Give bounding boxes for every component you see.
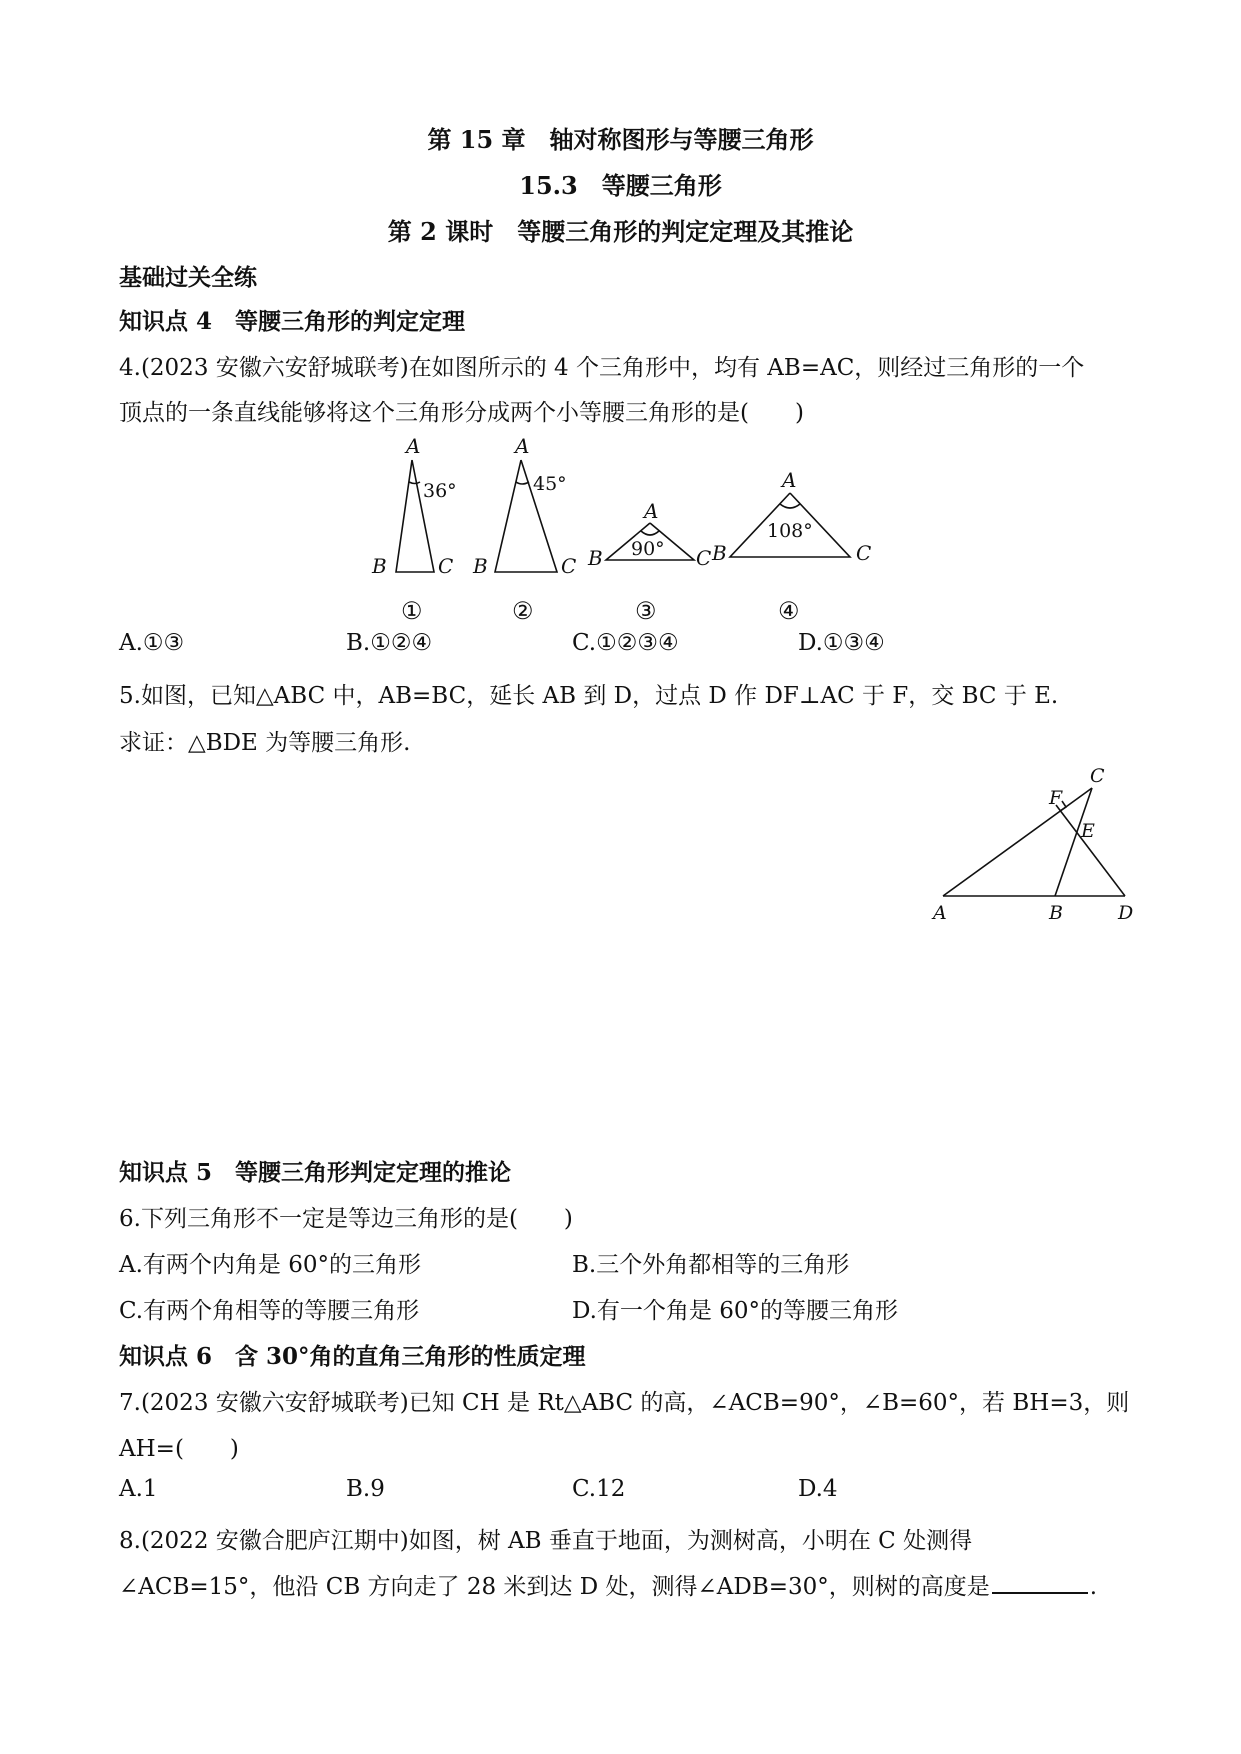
fig2-number: ②	[512, 597, 534, 625]
fig3-number: ③	[635, 597, 657, 625]
fig5-label-c: C	[1090, 765, 1105, 787]
fig1-triangle	[396, 460, 434, 572]
question-4-line1: 4.(2023 安徽六安舒城联考)在如图所示的 4 个三角形中，均有 AB=AC，则经过三角形的一个	[119, 355, 1085, 381]
q5-figure	[920, 760, 1140, 930]
chapter-title: 第 15 章 轴对称图形与等腰三角形	[427, 125, 814, 154]
question-5-line2: 求证：△BDE 为等腰三角形.	[119, 730, 411, 756]
question-7-line2: AH=( )	[119, 1436, 239, 1462]
q4-figures	[0, 430, 1241, 630]
fig4-angle-label: 108°	[767, 520, 813, 542]
fig2-label-a: A	[515, 434, 530, 458]
question-7-line1: 7.(2023 安徽六安舒城联考)已知 CH 是 Rt△ABC 的高，∠ACB=90°，∠B=60°，若 BH=3，则	[119, 1390, 1130, 1416]
fig2-angle-label: 45°	[533, 473, 567, 495]
fig3-label-b: B	[588, 546, 603, 570]
fig5-line-ac	[943, 788, 1092, 896]
question-8-line2	[119, 1568, 1097, 1601]
fig1-label-b: B	[372, 554, 387, 578]
kp6-heading: 知识点 6 含 30°角的直角三角形的性质定理	[119, 1343, 586, 1370]
q4-option-a: A.①③	[119, 630, 185, 656]
q4-option-b: B.①②④	[346, 630, 433, 656]
q7-option-a: A.1	[119, 1476, 158, 1502]
fig1-angle-label: 36°	[423, 480, 457, 502]
fig5-line-df	[1056, 805, 1125, 896]
q6-option-c: C.有两个角相等的等腰三角形	[119, 1298, 420, 1324]
lesson-title: 第 2 课时 等腰三角形的判定定理及其推论	[387, 217, 854, 246]
question-8-text: ∠ACB=15°，他沿 CB 方向走了 28 米到达 D 处，测得∠ADB=30°，则树的高度是	[119, 1574, 990, 1600]
fig3-angle-label: 90°	[631, 538, 665, 560]
fig4-label-a: A	[782, 468, 797, 492]
q7-option-b: B.9	[346, 1476, 385, 1502]
q6-option-a: A.有两个内角是 60°的三角形	[119, 1252, 421, 1278]
q6-option-b: B.三个外角都相等的三角形	[572, 1252, 850, 1278]
fig1-label-c: C	[438, 554, 454, 578]
fig3-label-c: C	[696, 546, 712, 570]
fig2-label-c: C	[561, 554, 577, 578]
question-5-line1: 5.如图，已知△ABC 中，AB=BC，延长 AB 到 D，过点 D 作 DF⊥AC 于 F，交 BC 于 E.	[119, 683, 1059, 709]
q4-option-d: D.①③④	[798, 630, 885, 656]
answer-blank[interactable]	[992, 1591, 1088, 1594]
question-8-period: .	[1089, 1574, 1098, 1600]
section-title: 15.3 等腰三角形	[519, 171, 722, 200]
question-4-line2: 顶点的一条直线能够将这个三角形分成两个小等腰三角形的是( )	[119, 400, 804, 426]
fig3-label-a: A	[644, 499, 659, 523]
fig1-number: ①	[401, 597, 423, 625]
fig5-label-b: B	[1049, 902, 1063, 924]
kp4-heading: 知识点 4 等腰三角形的判定定理	[119, 308, 466, 335]
fig1-angle-arc	[409, 482, 420, 484]
fig4-number: ④	[778, 597, 800, 625]
fig2-label-b: B	[473, 554, 488, 578]
fig4-label-c: C	[856, 541, 872, 565]
fig5-label-d: D	[1118, 902, 1134, 924]
q4-option-c: C.①②③④	[572, 630, 679, 656]
question-6: 6.下列三角形不一定是等边三角形的是( )	[119, 1206, 573, 1232]
kp5-heading: 知识点 5 等腰三角形判定定理的推论	[119, 1159, 512, 1186]
fig1-label-a: A	[406, 434, 421, 458]
q6-option-d: D.有一个角是 60°的等腰三角形	[572, 1298, 899, 1324]
fig5-label-a: A	[933, 902, 947, 924]
question-8-line1: 8.(2022 安徽合肥庐江期中)如图，树 AB 垂直于地面，为测树高，小明在 C 处测得	[119, 1528, 973, 1554]
practice-title: 基础过关全练	[119, 264, 257, 291]
fig4-label-b: B	[712, 541, 727, 565]
q7-option-c: C.12	[572, 1476, 626, 1502]
fig2-angle-arc	[516, 482, 529, 484]
fig5-label-e: E	[1081, 820, 1095, 842]
fig3-angle-arc	[641, 531, 659, 535]
fig4-angle-arc	[780, 504, 800, 508]
fig5-label-f: F	[1049, 787, 1063, 809]
q7-option-d: D.4	[798, 1476, 838, 1502]
